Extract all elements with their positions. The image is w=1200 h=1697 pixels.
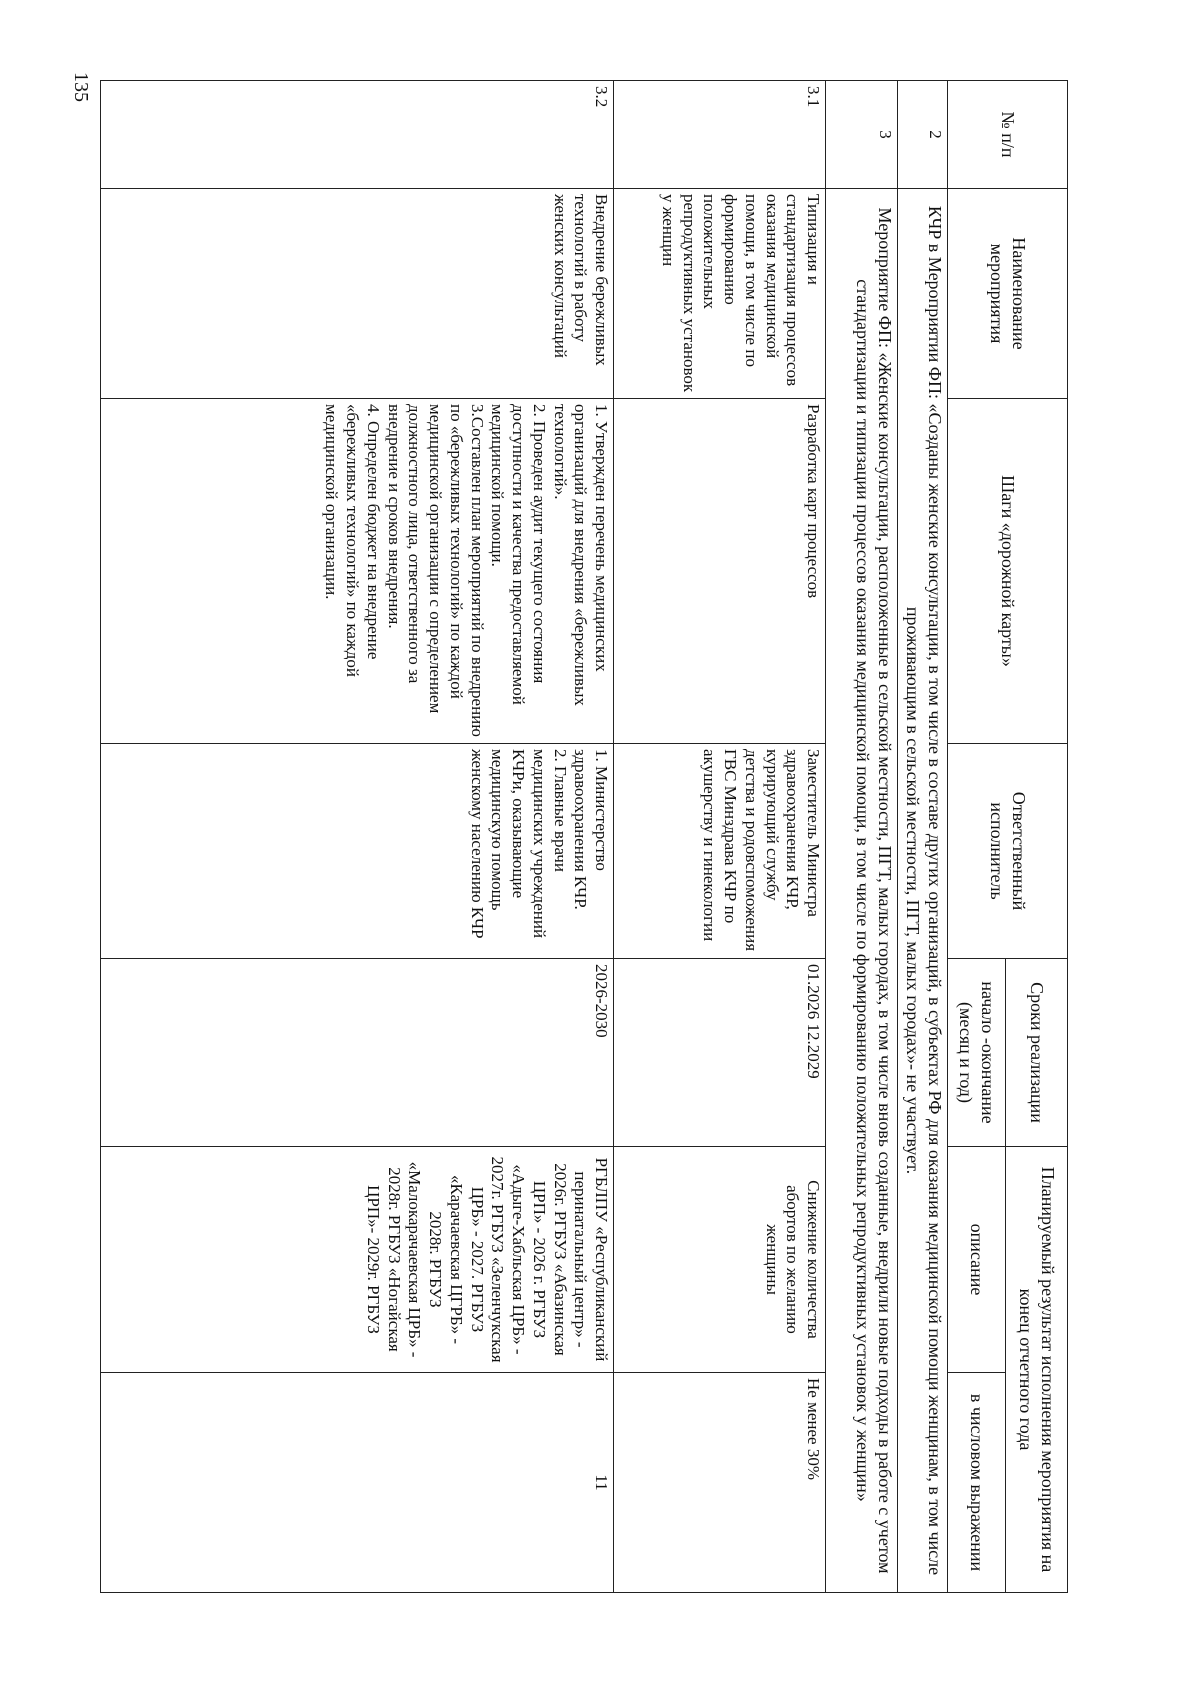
header-terms-sub: начало -окончание (месяц и год): [948, 959, 1006, 1147]
row32-desc: РГБЛПУ «Республиканский перинатальный центр» - 2026г. РГБУЗ «Абазинская ЦРП» - 2026 г. РГБУЗ «Адыге-Хабльская ЦРБ» - 2027г. РГБУЗ «Зеленчукская ЦРБ» - 2027. РГБУЗ «Карачаевская ЦГРБ» - 2028г. РГБУЗ «Малокарачаевская ЦРБ» - 2028г. РГБУЗ «Ногайская ЦРП»- 2029г. РГБУЗ: [101, 1147, 614, 1373]
header-name: Наименование мероприятия: [948, 189, 1068, 399]
row32-responsible-2: 2. Главные врачи медицинских учреждений КЧРи, оказывающие медицинскую помощь женскому населению КЧР: [467, 749, 570, 939]
row32-step-2: 2. Проведен аудит текущего состояния доступности и качества предоставляемой медицинской помощи.: [488, 404, 549, 705]
header-terms: Сроки реализации: [1006, 959, 1068, 1147]
row31-desc: Снижение количества абортов по желанию женщины: [614, 1147, 826, 1373]
header-steps: Шаги «дорожной карты»: [948, 399, 1068, 744]
row2-num: 2: [898, 81, 948, 189]
header-result-num: в числовом выражении: [948, 1373, 1006, 1593]
table-row-2: [898, 81, 948, 1593]
header-result-desc: описание: [948, 1147, 1006, 1373]
row32-steps: [101, 399, 614, 744]
header-row-1: [1006, 81, 1068, 1593]
row31-responsible: Заместитель Министра здравоохранения КЧР, курирующий службу детства и родовспоможения ГВС Минздрава КЧР по акушерству и гинекологии: [614, 744, 826, 959]
table-row-3-2: [101, 81, 614, 1593]
row32-step-3: 3.Составлен план мероприятий по внедрению по «бережливых технологий» по каждой медицинской организации с определением должностного лица, ответственного за внедрение и сроков внедрения.: [384, 404, 487, 737]
header-num: № п/п: [948, 81, 1068, 189]
roadmap-table: [100, 80, 1068, 1593]
row3-text: Мероприятие ФП: «Женские консультации, расположенные в сельской местности, ПГТ, малых городах, в том числе вновь созданные, внедрили новые подходы в работе с учетом стандартизации и типизации процессов оказания медицинской помощи, в том числе по формированию положительных репродуктивных установок у женщин»: [826, 189, 898, 1593]
rotated-table-sheet: [100, 80, 1068, 1592]
row31-num: 3.1: [614, 81, 826, 189]
row32-step-4: 4. Определен бюджет на внедрение «бережливых технологий» по каждой медицинской организации.: [322, 404, 383, 677]
row32-name: Внедрение бережливых технологий в работу женских консультаций: [101, 189, 614, 399]
table-row-3-1: [614, 81, 826, 1593]
row32-step-1: 1. Утвержден перечень медицинских организаций для внедрения «бережливых технологий».: [550, 404, 611, 706]
table-row-3: [826, 81, 898, 1593]
row31-name: Типизация и стандартизация процессов оказания медицинской помощи, в том числе по формированию положительных репродуктивных установок у женщин: [614, 189, 826, 399]
page-number: 135: [70, 72, 92, 102]
header-result: Планируемый результат исполнения мероприятия на конец отчетного года: [1006, 1147, 1068, 1593]
row32-num: 3.2: [101, 81, 614, 189]
row32-value: 11: [101, 1373, 614, 1593]
row2-text: КЧР в Мероприятии ФП: «Созданы женские консультации, в том числе в составе других организаций, в субъектах РФ для оказания медицинской помощи женщинам, в том числе проживающим в сельской местности, ПГТ, малых городах»- не участвует.: [898, 189, 948, 1593]
row32-responsible-1: 1. Министерство здравоохранения КЧР.: [571, 749, 611, 910]
header-responsible: Ответственный исполнитель: [948, 744, 1068, 959]
row31-value: Не менее 30%: [614, 1373, 826, 1593]
row31-terms: 01.2026 12.2029: [614, 959, 826, 1147]
row31-steps: Разработка карт процессов: [614, 399, 826, 744]
row32-terms: 2026-2030: [101, 959, 614, 1147]
row32-responsible: [101, 744, 614, 959]
row3-num: 3: [826, 81, 898, 189]
